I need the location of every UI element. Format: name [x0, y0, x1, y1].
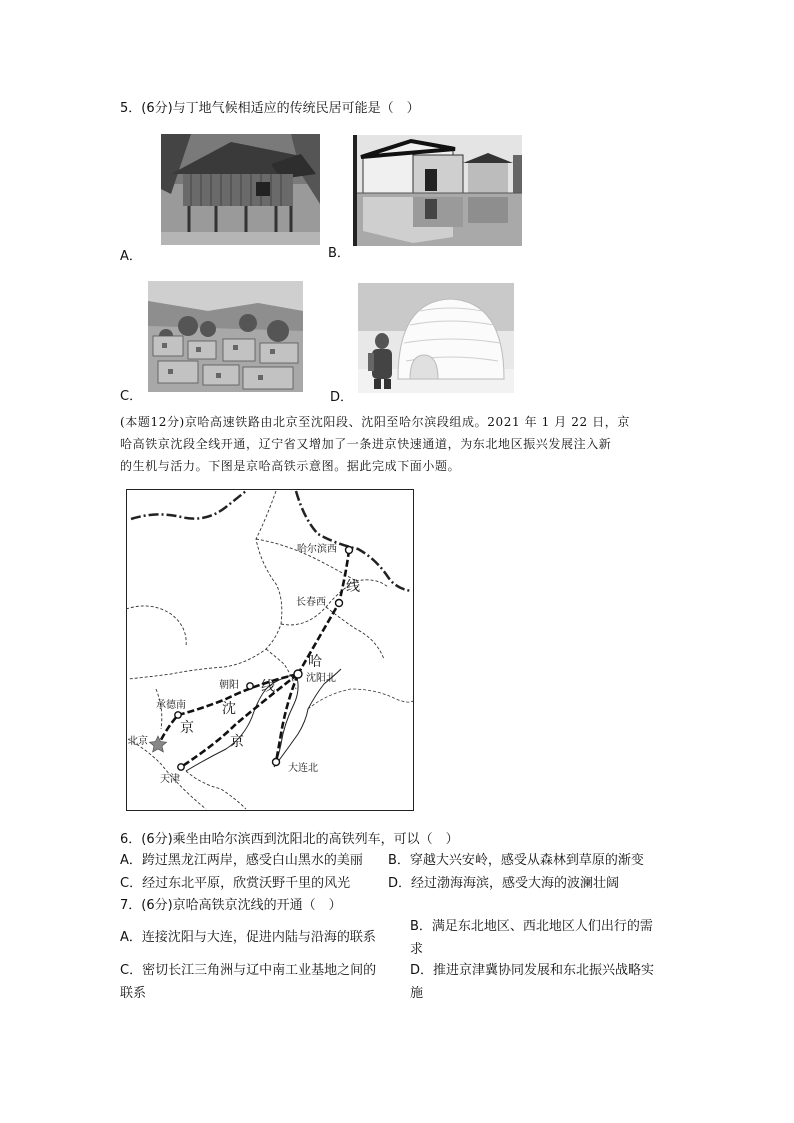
- changchun-west-station: [336, 600, 343, 607]
- q7-option-b-line2: 求: [410, 942, 424, 957]
- intro-line-3: 的生机与活力。下图是京哈高铁示意图。据此完成下面小题。: [120, 459, 461, 473]
- line-char-shen: 沈: [222, 701, 236, 717]
- label-dalian-north: 大连北: [288, 763, 318, 774]
- chengde-south-station: [175, 712, 181, 718]
- intro-line-1: (本题12分)京哈高速铁路由北京至沈阳段、沈阳至哈尔滨段组成。2021 年 1 月 22 日，京: [120, 415, 630, 429]
- label-beijing: 北京: [128, 736, 148, 747]
- line-char-jing-1: 京: [180, 720, 194, 736]
- q6-option-a: A．跨过黑龙江两岸，感受白山黑水的美丽: [120, 853, 363, 868]
- igloo-photo-icon: [358, 283, 514, 393]
- q7-option-a: A．连接沈阳与大连，促进内陆与沿海的联系: [120, 930, 376, 945]
- stilt-house-photo-icon: [161, 134, 320, 245]
- shenyang-north-station: [294, 670, 302, 678]
- q6-option-c: C．经过东北平原，欣赏沃野千里的风光: [120, 876, 351, 891]
- line-char-ha: 哈: [308, 654, 322, 670]
- adobe-flat-roof-photo-icon: [148, 281, 303, 392]
- q7-option-c-line1: C．密切长江三角洲与辽中南工业基地之间的: [120, 963, 377, 978]
- q6-option-b: B．穿越大兴安岭，感受从森林到草原的渐变: [388, 853, 644, 868]
- label-tianjin: 天津: [160, 774, 180, 785]
- label-changchun-west: 长春西: [296, 597, 326, 608]
- harbin-west-station: [346, 547, 353, 554]
- intro-line-2: 哈高铁京沈段全线开通，辽宁省又增加了一条进京快速通道，为东北地区振兴发展注入新: [120, 437, 612, 451]
- option-b-letter: B．: [328, 246, 350, 261]
- line-char-xian-1: 线: [346, 579, 360, 595]
- q5-stem: 5．(6分)与丁地气候相适应的传统民居可能是（ ）: [120, 101, 420, 116]
- label-harbin-west: 哈尔滨西: [297, 544, 337, 555]
- q7-stem: 7．(6分)京哈高铁京沈线的开通（ ）: [120, 898, 342, 913]
- line-char-xian-2: 线: [261, 679, 275, 695]
- huizhou-village-photo-icon: [353, 135, 522, 246]
- option-a-letter: A．: [120, 249, 142, 264]
- q7-option-b-line1: B．满足东北地区、西北地区人们出行的需: [410, 919, 653, 934]
- chaoyang-station: [247, 683, 253, 689]
- label-chengde-south: 承德南: [156, 700, 186, 711]
- option-d-letter: D．: [330, 390, 354, 405]
- q7-option-d-line1: D．推进京津冀协同发展和东北振兴战略实: [410, 963, 655, 978]
- jingha-railway-map: [126, 489, 414, 811]
- q6-stem: 6．(6分)乘坐由哈尔滨西到沈阳北的高铁列车，可以（ ）: [120, 832, 459, 847]
- label-shenyang-north: 沈阳北: [306, 673, 336, 684]
- option-c-letter: C．: [120, 389, 143, 404]
- q7-option-d-line2: 施: [410, 986, 424, 1001]
- tianjin-station: [178, 764, 184, 770]
- q6-option-d: D．经过渤海海滨，感受大海的波澜壮阔: [388, 876, 620, 891]
- dalian-north-station: [273, 759, 280, 766]
- line-char-jing-2: 京: [230, 734, 244, 750]
- label-chaoyang: 朝阳: [219, 680, 239, 691]
- q7-option-c-line2: 联系: [120, 986, 147, 1001]
